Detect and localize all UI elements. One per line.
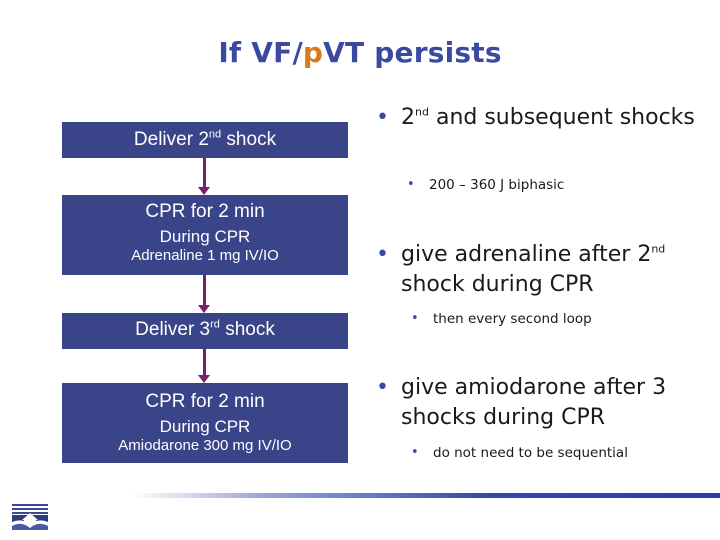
bullet-dot-icon: • [411, 445, 419, 460]
bullet-amiodarone [376, 373, 706, 433]
footer-divider [132, 493, 720, 498]
bullet-dot-icon: • [376, 242, 389, 267]
sub-bullet-sequential [411, 444, 628, 462]
flow-step-cpr-amiodarone [62, 383, 348, 463]
flow-step-sub: During CPR [159, 417, 251, 436]
b2-pre: give adrenaline after 2 [401, 242, 652, 267]
slide-title [0, 36, 720, 69]
step3-pre: Deliver 3 [135, 319, 211, 340]
flow-arrow [203, 275, 206, 306]
crest-logo-icon [8, 500, 52, 534]
bullet-text: give amiodarone after 3 shocks during CPR [401, 375, 667, 430]
b2-sup: nd [651, 242, 666, 256]
step1-post: shock [221, 129, 277, 150]
flow-step-sub: During CPR [159, 227, 251, 246]
bullet-adrenaline [376, 240, 706, 300]
title-prefix: If VF/ [218, 36, 303, 69]
flow-step-label [62, 129, 348, 151]
b1-sup: nd [415, 105, 429, 119]
step3-post: shock [219, 319, 275, 340]
bullet-subsequent-shocks [376, 103, 706, 133]
flow-step-drug: Adrenaline 1 mg IV/IO [131, 247, 279, 264]
sub-bullet-text: do not need to be sequential [433, 445, 628, 461]
b2-post: shock during CPR [401, 272, 594, 297]
flow-step-main: CPR for 2 min [145, 391, 265, 412]
step1-sup: nd [208, 128, 222, 141]
bullet-dot-icon: • [411, 311, 419, 326]
b1-post: and subsequent shocks [428, 105, 695, 130]
flow-arrow [203, 349, 206, 376]
flow-step-drug: Amiodarone 300 mg IV/IO [118, 437, 292, 454]
flow-step-deliver-3rd-shock [62, 313, 348, 349]
sub-bullet-text: 200 – 360 J biphasic [429, 177, 565, 193]
bullet-dot-icon: • [407, 177, 415, 192]
bullet-text [401, 103, 706, 133]
title-suffix: VT persists [323, 36, 502, 69]
step1-pre: Deliver 2 [133, 129, 209, 150]
flow-arrow [203, 158, 206, 188]
bullet-dot-icon: • [376, 105, 389, 130]
b1-pre: 2 [401, 105, 415, 130]
sub-bullet-text: then every second loop [433, 311, 592, 327]
sub-bullet-loop [411, 310, 592, 328]
flow-step-deliver-2nd-shock [62, 122, 348, 158]
sub-bullet-joules [407, 176, 564, 194]
title-accent: p [302, 36, 324, 69]
flow-step-cpr-adrenaline [62, 195, 348, 275]
bullet-text [401, 240, 706, 300]
flow-step-label [62, 319, 348, 341]
step3-sup: rd [210, 318, 220, 331]
flow-step-main: CPR for 2 min [145, 201, 265, 222]
bullet-dot-icon: • [376, 375, 389, 400]
